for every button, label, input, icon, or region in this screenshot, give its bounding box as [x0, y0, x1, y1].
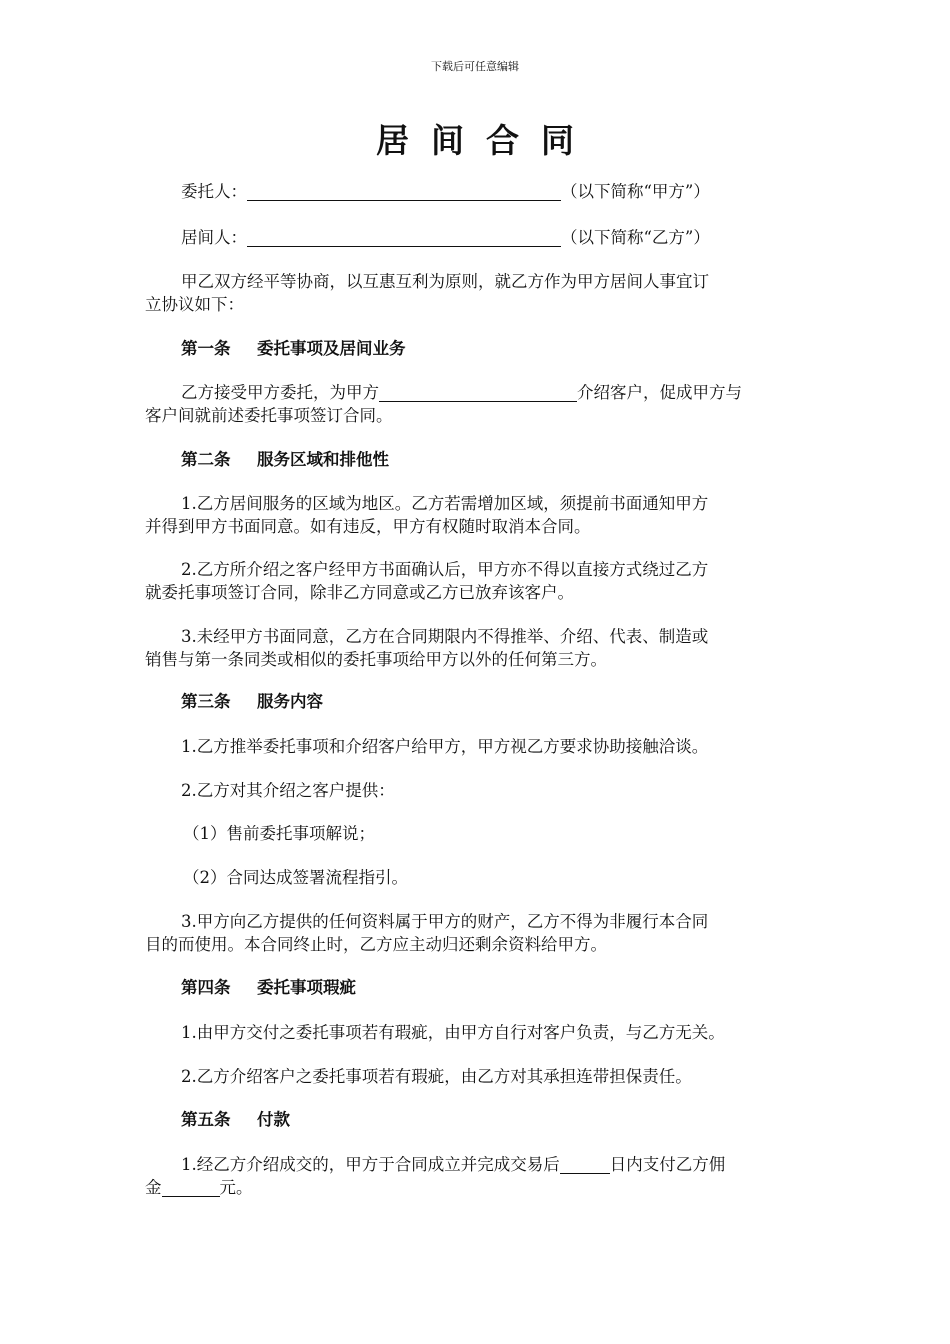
broker-line [145, 224, 851, 248]
service-item-blank[interactable] [379, 383, 577, 402]
article-2-number: 第二条 [181, 450, 231, 469]
client-name-blank[interactable] [247, 182, 561, 201]
article-4-clause-2: 2.乙方介绍客户之委托事项若有瑕疵，由乙方对其承担连带担保责任。 [181, 1067, 692, 1086]
article-1-number: 第一条 [181, 339, 231, 358]
article-3-clause-3-line-1: 3.甲方向乙方提供的任何资料属于甲方的财产，乙方不得为非履行本合同 [181, 912, 709, 931]
article-3-title: 服务内容 [257, 692, 323, 711]
broker-suffix: （以下简称“乙方”） [561, 228, 710, 247]
article-1-text-post: 介绍客户，促成甲方与 [577, 383, 742, 402]
article-4-heading [145, 974, 851, 998]
header-note: 下载后可任意编辑 [431, 60, 519, 73]
article-5-text-post: 日内支付乙方佣 [609, 1155, 726, 1174]
article-5-clause-1-line-1 [145, 1151, 851, 1175]
article-2-title: 服务区域和排他性 [257, 450, 389, 469]
article-2-clause-1-line-2: 并得到甲方书面同意。如有违反，甲方有权随时取消本合同。 [145, 517, 591, 536]
broker-name-blank[interactable] [247, 228, 561, 247]
article-2-heading [145, 446, 851, 470]
article-3-sub-2: （2）合同达成签署流程指引。 [183, 868, 408, 887]
intro-line-1: 甲乙双方经平等协商，以互惠互利为原则，就乙方作为甲方居间人事宜订 [181, 272, 709, 291]
article-3-sub-1: （1）售前委托事项解说； [183, 824, 375, 843]
article-2-clause-2-line-1: 2.乙方所介绍之客户经甲方书面确认后，甲方亦不得以直接方式绕过乙方 [181, 560, 709, 579]
document-title: 居间合同 [376, 121, 596, 160]
article-4-number: 第四条 [181, 978, 231, 997]
article-3-number: 第三条 [181, 692, 231, 711]
article-1-para-line-2: 客户间就前述委托事项签订合同。 [145, 406, 393, 425]
article-3-heading [145, 688, 851, 712]
payment-days-blank[interactable] [560, 1155, 610, 1174]
article-3-clause-3-line-2: 目的而使用。本合同终止时，乙方应主动归还剩余资料给甲方。 [145, 935, 607, 954]
article-4-clause-1: 1.由甲方交付之委托事项若有瑕疵，由甲方自行对客户负责，与乙方无关。 [181, 1023, 725, 1042]
article-2-clause-1-line-1: 1.乙方居间服务的区域为地区。乙方若需增加区域，须提前书面通知甲方 [181, 494, 709, 513]
article-5-title: 付款 [257, 1110, 290, 1129]
article-1-heading [145, 335, 851, 359]
commission-amount-blank[interactable] [162, 1178, 220, 1197]
article-2-clause-2-line-2: 就委托事项签订合同，除非乙方同意或乙方已放弃该客户。 [145, 583, 574, 602]
client-suffix: （以下简称“甲方”） [561, 182, 710, 201]
article-3-clause-2: 2.乙方对其介绍之客户提供： [181, 781, 395, 800]
client-line [145, 178, 851, 202]
article-2-clause-3-line-1: 3.未经甲方书面同意，乙方在合同期限内不得推举、介绍、代表、制造或 [181, 627, 709, 646]
article-1-para-line-1 [145, 379, 851, 403]
article-5-line-2-post: 元。 [219, 1178, 253, 1197]
article-5-line-2-pre: 金 [145, 1178, 162, 1197]
broker-label: 居间人： [181, 228, 247, 247]
article-2-clause-3-line-2: 销售与第一条同类或相似的委托事项给甲方以外的任何第三方。 [145, 650, 607, 669]
article-3-clause-1: 1.乙方推举委托事项和介绍客户给甲方，甲方视乙方要求协助接触洽谈。 [181, 737, 709, 756]
article-1-title: 委托事项及居间业务 [257, 339, 406, 358]
article-1-text-pre: 乙方接受甲方委托，为甲方 [181, 383, 379, 402]
client-label: 委托人： [181, 182, 247, 201]
intro-line-2: 立协议如下： [145, 295, 244, 314]
article-5-heading [145, 1106, 851, 1130]
article-4-title: 委托事项瑕疵 [257, 978, 356, 997]
article-5-number: 第五条 [181, 1110, 231, 1129]
article-5-clause-1-line-2 [145, 1174, 815, 1198]
article-5-text-pre: 1.经乙方介绍成交的，甲方于合同成立并完成交易后 [181, 1155, 560, 1174]
